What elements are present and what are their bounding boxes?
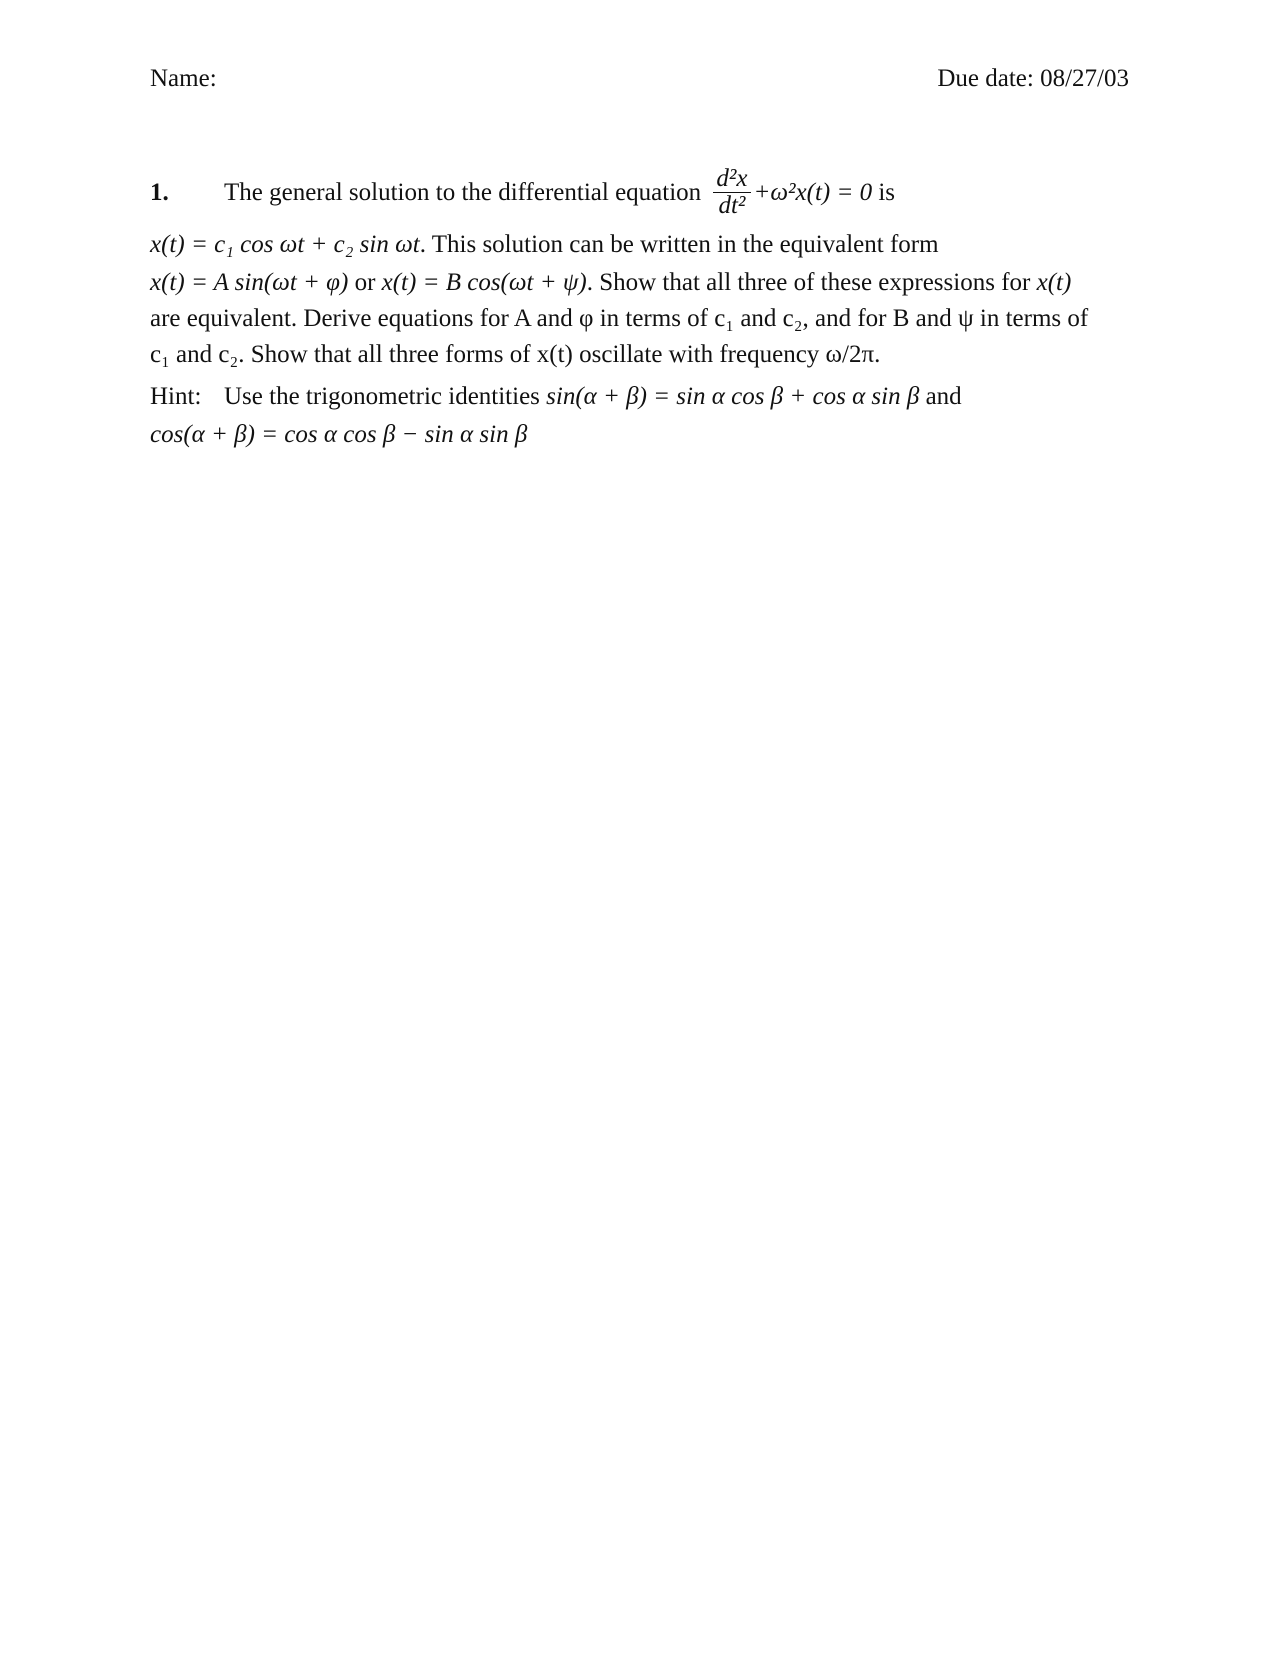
fraction-numerator: d²x <box>713 166 750 193</box>
solution-form-3: x(t) = B cos(ωt + ψ) <box>381 269 587 296</box>
identity-sine: sin(α + β) = sin α cos β + cos α sin β <box>546 383 920 410</box>
fraction-denominator: dt² <box>718 192 746 219</box>
problem-line-2 <box>150 230 939 260</box>
problem-intro: The general solution to the differential equation <box>224 179 702 207</box>
identity-cosine: cos(α + β) = cos α cos β − sin α sin β <box>150 421 528 448</box>
equation-rest: +ω²x(t) = 0 <box>753 179 873 207</box>
problem-line-4: are equivalent. Derive equations for A and φ in terms of c₁ and c₂, and for B and ψ in terms of <box>150 305 1089 332</box>
hint-line-1 <box>150 382 962 412</box>
solution-form-1: x(t) = c₁ cos ωt + c₂ sin ωt <box>150 231 420 258</box>
hint-text: Use the trigonometric identities <box>224 383 540 410</box>
hint-line-2 <box>150 420 527 450</box>
is-word: is <box>878 179 896 207</box>
equation-fraction <box>713 166 750 219</box>
problem-line-1 <box>150 165 896 221</box>
problem-line-3 <box>150 268 1071 298</box>
or-word: or <box>354 269 376 296</box>
and-word: and <box>925 383 962 410</box>
line-3-text: . Show that all three of these expressions for <box>586 269 1031 296</box>
line-2-text: . This solution can be written in the equivalent form <box>419 231 939 258</box>
solution-form-2: x(t) = A sin(ωt + φ) <box>150 269 349 296</box>
x-of-t: x(t) <box>1036 269 1072 296</box>
problem-line-5: c₁ and c₂. Show that all three forms of x(t) oscillate with frequency ω/2π. <box>150 341 881 368</box>
name-label: Name: <box>150 65 217 92</box>
hint-label: Hint: <box>150 383 202 410</box>
problem-number: 1. <box>150 179 169 207</box>
due-date: Due date: 08/27/03 <box>937 65 1129 92</box>
